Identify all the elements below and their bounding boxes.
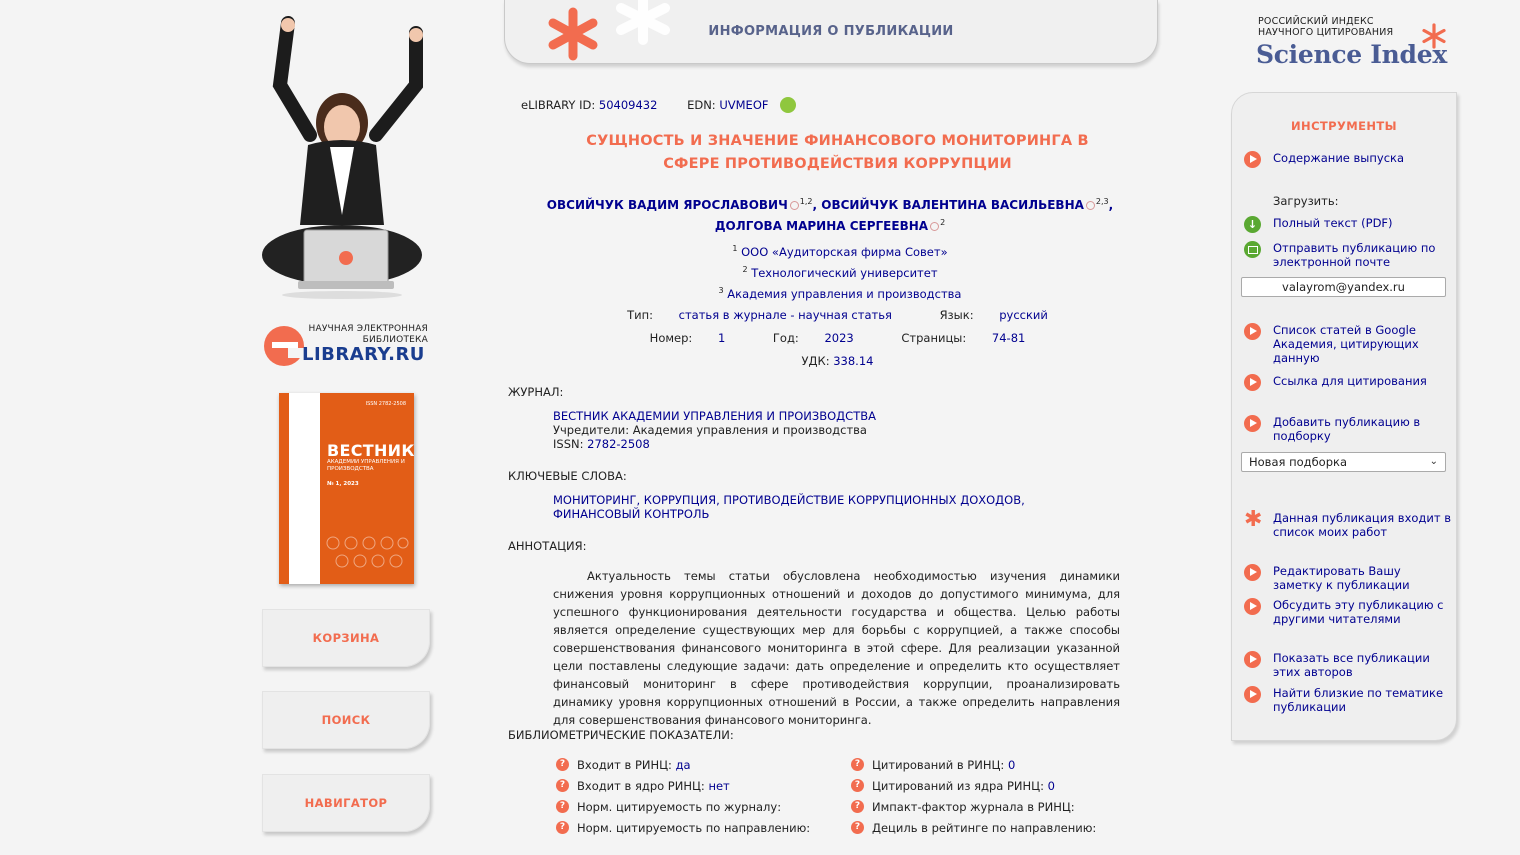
- issn-label: ISSN:: [553, 437, 584, 451]
- bibliometric-row: [556, 817, 836, 838]
- play-icon: [1244, 374, 1261, 391]
- tool-author-publications[interactable]: [1244, 651, 1452, 679]
- affil-link[interactable]: Академия управления и производства: [727, 286, 962, 301]
- help-icon[interactable]: ?: [556, 758, 569, 771]
- pages-value: 74-81: [991, 331, 1026, 345]
- author-affil-sup: 1,2: [799, 197, 813, 206]
- collection-select[interactable]: [1241, 452, 1446, 472]
- author-affil-sup: 2,3: [1095, 197, 1109, 206]
- cart-button[interactable]: КОРЗИНА: [262, 609, 430, 667]
- affil-num: 1: [732, 244, 738, 253]
- metric-value: 0: [1007, 757, 1016, 772]
- tool-edit-note[interactable]: [1244, 564, 1452, 592]
- udk-label: УДК:: [801, 354, 830, 368]
- email-field[interactable]: valayrom@yandex.ru: [1241, 277, 1446, 297]
- author-separator: ,: [812, 198, 822, 212]
- bibliometric-row: [851, 775, 1131, 796]
- play-icon: [1244, 598, 1261, 615]
- elibrary-e-icon: [262, 324, 306, 368]
- authors-list: [540, 193, 1120, 235]
- year-label: Год:: [772, 331, 799, 345]
- elibrary-wordmark: LIBRARY.RU: [302, 344, 425, 365]
- keywords-heading: КЛЮЧЕВЫЕ СЛОВА:: [508, 469, 627, 483]
- publication-ids: [521, 97, 796, 113]
- bibliometric-row: [556, 754, 836, 775]
- asterisk-icon: ✱: [1244, 507, 1263, 532]
- type-value: статья в журнале - научная статья: [678, 308, 892, 322]
- type-label: Тип:: [627, 308, 653, 322]
- abstract-heading: АННОТАЦИЯ:: [508, 539, 587, 553]
- download-icon: [1244, 216, 1261, 233]
- udk-value: 338.14: [833, 354, 874, 368]
- tool-label: Содержание выпуска: [1273, 151, 1405, 165]
- metric-label: Цитирований из ядра РИНЦ:: [872, 778, 1044, 793]
- affil-num: 2: [742, 264, 748, 274]
- tool-my-works[interactable]: [1244, 507, 1452, 539]
- edn-label: EDN:: [687, 98, 716, 112]
- tool-label: Обсудить эту публикацию с другими читателями: [1273, 598, 1444, 626]
- tool-similar[interactable]: [1244, 686, 1452, 714]
- metric-label: Импакт-фактор журнала в РИНЦ:: [872, 799, 1075, 814]
- help-icon[interactable]: ?: [851, 821, 864, 834]
- bibliometrics-right: [851, 754, 1131, 838]
- bibliometric-row: [851, 754, 1131, 775]
- bibliometric-row: [851, 817, 1131, 838]
- author-affil-sup: 2: [940, 218, 946, 227]
- tool-discuss[interactable]: [1244, 598, 1452, 626]
- metric-label: Норм. цитируемость по журналу:: [577, 799, 782, 814]
- tool-issue-contents[interactable]: [1244, 151, 1452, 168]
- cover-pattern: [323, 533, 409, 577]
- play-icon: [1244, 686, 1261, 703]
- tool-label: Список статей в Google Академия, цитирующих данную: [1273, 323, 1419, 365]
- elibrary-id-value[interactable]: 50409432: [598, 98, 658, 112]
- tool-label: Показать все публикации этих авторов: [1273, 651, 1430, 679]
- metric-label: Цитирований в РИНЦ:: [872, 757, 1005, 772]
- science-index-tagline: РОССИЙСКИЙ ИНДЕКС НАУЧНОГО ЦИТИРОВАНИЯ: [1258, 16, 1394, 38]
- page-title: ИНФОРМАЦИЯ О ПУБЛИКАЦИИ: [708, 24, 954, 39]
- person-icon[interactable]: [930, 222, 939, 231]
- elibrary-tagline: НАУЧНАЯ ЭЛЕКТРОННАЯ БИБЛИОТЕКА: [308, 324, 428, 345]
- bibliometrics-left: [556, 754, 836, 838]
- metric-label: Входит в ядро РИНЦ:: [577, 778, 705, 793]
- bibliometrics-heading: БИБЛИОМЕТРИЧЕСКИЕ ПОКАЗАТЕЛИ:: [508, 728, 734, 742]
- download-label: Загрузить:: [1273, 194, 1339, 208]
- article-title: СУЩНОСТЬ И ЗНАЧЕНИЕ ФИНАНСОВОГО МОНИТОРИНГА В СФЕРЕ ПРОТИВОДЕЙСТВИЯ КОРРУПЦИИ: [586, 133, 1089, 172]
- tool-google-scholar[interactable]: [1244, 323, 1452, 365]
- number-year-pages-row: [560, 331, 1115, 345]
- abstract-text: Актуальность темы статьи обусловлена необходимостью изучения динамики снижения уровня коррупционных отношений и доходов до допустимого минимума, для успешного функционирования деятельности государства и общества. Целью работы является определение существующих мер для борьбы с коррупцией, а также способы совершенствования финансового мониторинга в этой сфере. Для реализации указанной цели поставлены следующие задачи: дать определение и определить кто осуществляет финансовый мониторинг в сфере противодействия коррупции, проанализировать динамику уровня коррупционных отношений в России, а также определить направления для совершенствования финансового мониторинга.: [553, 569, 1120, 727]
- journal-founders: Учредители: Академия управления и производства: [553, 423, 867, 437]
- journal-cover[interactable]: [279, 393, 414, 584]
- help-icon[interactable]: ?: [851, 800, 864, 813]
- metric-label: Входит в РИНЦ:: [577, 757, 672, 772]
- navigator-button[interactable]: НАВИГАТОР: [262, 774, 430, 832]
- issn-value: 2782-2508: [587, 437, 650, 451]
- elibrary-logo[interactable]: [262, 322, 432, 372]
- chevron-down-icon: ⌄: [1429, 456, 1438, 467]
- tool-add-collection[interactable]: [1244, 415, 1452, 443]
- author-separator: ,: [1108, 198, 1114, 212]
- qr-code-icon[interactable]: [780, 97, 796, 113]
- journal-block: [553, 409, 876, 451]
- hero-image: [258, 15, 428, 300]
- keywords-links[interactable]: МОНИТОРИНГ, КОРРУПЦИЯ, ПРОТИВОДЕЙСТВИЕ КОРРУПЦИОННЫХ ДОХОДОВ, ФИНАНСОВЫЙ КОНТРОЛЬ: [553, 493, 1025, 521]
- metric-value: нет: [708, 778, 730, 793]
- affil-link[interactable]: Технологический университет: [751, 265, 938, 280]
- play-icon: [1244, 323, 1261, 340]
- metric-value: да: [675, 757, 691, 772]
- tool-label: Ссылка для цитирования: [1273, 374, 1427, 388]
- lang-value: русский: [999, 308, 1048, 322]
- pages-label: Страницы:: [901, 331, 967, 345]
- tool-cite[interactable]: [1244, 374, 1452, 391]
- tool-label: Добавить публикацию в подборку: [1273, 415, 1421, 443]
- number-label: Номер:: [649, 331, 693, 345]
- asterisk-icon: [1420, 22, 1448, 50]
- bibliometric-row: [556, 775, 836, 796]
- metric-value: 0: [1047, 778, 1055, 793]
- cover-issn: ISSN 2782-2508: [365, 401, 406, 407]
- author-link[interactable]: ОВСИЙЧУК ВАДИМ ЯРОСЛАВОВИЧ: [546, 198, 788, 212]
- person-icon[interactable]: [790, 201, 799, 210]
- help-icon[interactable]: ?: [851, 758, 864, 771]
- bibliometric-row: [851, 796, 1131, 817]
- help-icon[interactable]: ?: [556, 800, 569, 813]
- tool-fulltext-pdf[interactable]: [1244, 216, 1452, 233]
- science-index-wordmark: Science Index: [1256, 40, 1447, 69]
- author-link[interactable]: ОВСИЙЧУК ВАЛЕНТИНА ВАСИЛЬЕВНА: [821, 198, 1084, 212]
- edn-value[interactable]: UVMEOF: [719, 98, 769, 112]
- journal-link[interactable]: ВЕСТНИК АКАДЕМИИ УПРАВЛЕНИЯ И ПРОИЗВОДСТВА: [553, 409, 876, 423]
- search-button[interactable]: ПОИСК: [262, 691, 430, 749]
- bibliometric-row: [556, 796, 836, 817]
- author-link[interactable]: ДОЛГОВА МАРИНА СЕРГЕЕВНА: [714, 219, 929, 233]
- science-index-logo[interactable]: [1256, 14, 1456, 74]
- year-value: 2023: [824, 331, 854, 345]
- help-icon[interactable]: ?: [851, 779, 864, 792]
- metric-label: Дециль в рейтинге по направлению:: [872, 820, 1097, 835]
- tools-panel: [1231, 92, 1457, 741]
- tool-label: Отправить публикацию по электронной почте: [1273, 241, 1436, 269]
- affil-link[interactable]: ООО «Аудиторская фирма Совет»: [741, 244, 948, 259]
- udk-row: [560, 354, 1115, 368]
- tool-send-email[interactable]: [1244, 241, 1452, 269]
- tool-label: Полный текст (PDF): [1273, 216, 1393, 230]
- elibrary-id-label: eLIBRARY ID:: [521, 98, 596, 112]
- cover-subtitle: АКАДЕМИИ УПРАВЛЕНИЯ И ПРОИЗВОДСТВА: [327, 459, 405, 472]
- journal-heading: ЖУРНАЛ:: [508, 385, 564, 399]
- person-icon[interactable]: [1086, 201, 1095, 210]
- help-icon[interactable]: ?: [556, 821, 569, 834]
- play-icon: [1244, 415, 1261, 432]
- metric-label: Норм. цитируемость по направлению:: [577, 820, 811, 835]
- cover-number: № 1, 2023: [327, 481, 359, 487]
- lang-label: Язык:: [939, 308, 974, 322]
- play-icon: [1244, 651, 1261, 668]
- tool-label: Редактировать Вашу заметку к публикации: [1273, 564, 1410, 592]
- tools-heading: ИНСТРУМЕНТЫ: [1291, 119, 1397, 133]
- cover-strip: [289, 393, 320, 584]
- collection-select-value: Новая подборка: [1249, 455, 1348, 469]
- type-lang-row: [560, 308, 1115, 322]
- tool-label: Данная публикация входит в список моих работ: [1273, 511, 1451, 539]
- affiliations: [600, 240, 1080, 302]
- play-icon: [1244, 564, 1261, 581]
- cover-title: ВЕСТНИК: [327, 441, 415, 460]
- tool-label: Найти близкие по тематике публикации: [1273, 686, 1444, 714]
- mail-icon: [1244, 241, 1261, 258]
- play-icon: [1244, 151, 1261, 168]
- help-icon[interactable]: ?: [556, 779, 569, 792]
- affil-num: 3: [718, 285, 724, 295]
- number-value[interactable]: 1: [717, 331, 726, 345]
- header-tab: [504, 0, 1158, 64]
